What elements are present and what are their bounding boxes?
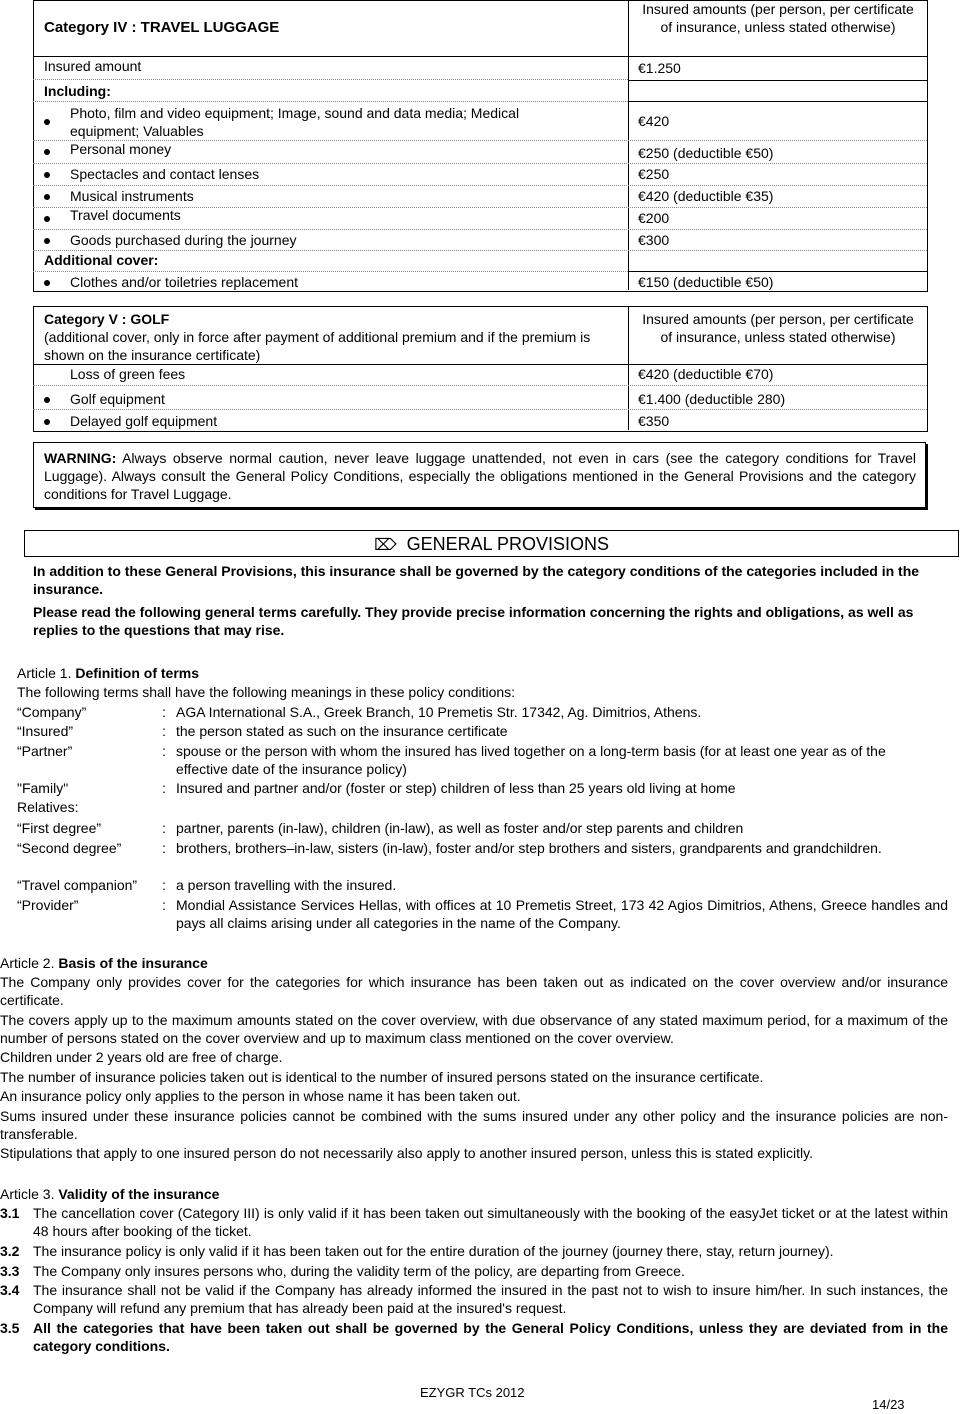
term: “First degree” <box>17 820 102 836</box>
list-item-value: €300 <box>638 232 670 248</box>
paragraph: The covers apply up to the maximum amounts stated on the cover overview, with due observance of any stated maximum period, for a maximum of the number of persons stated on the cover overview and up to maximum class mentioned on the cover overview. <box>0 1012 948 1046</box>
list-item: Clothes and/or toiletries replacement <box>70 274 299 290</box>
category-iv-amount-header: Insured amounts (per person, per certificate of insurance, unless stated otherwise) <box>642 1 914 35</box>
list-item-value: €420 (deductible €35) <box>638 188 774 204</box>
definition: the person stated as such on the insurance certificate <box>176 723 508 739</box>
warning-label: WARNING: <box>44 450 117 466</box>
article-1-heading: Article 1. Definition of terms <box>17 665 200 681</box>
insured-amount-value: €1.250 <box>638 60 681 76</box>
list-item: The insurance policy is only valid if it has been taken out for the entire duration of the journey (journey there, stay, return journey). <box>33 1243 834 1259</box>
list-item: Musical instruments <box>70 188 194 204</box>
category-v-amount-header: Insured amounts (per person, per certificate of insurance, unless stated otherwise) <box>642 311 914 345</box>
term: “Second degree” <box>17 840 122 856</box>
definition: brothers, brothers–in-law, sisters (in-law), foster and/or step brothers and sisters, grandparents and grandchildren. <box>176 840 882 856</box>
list-item: Photo, film and video equipment; Image, sound and data media; Medical equipment; Valuables <box>70 105 520 139</box>
table-row-value: €350 <box>638 413 670 429</box>
table-row-value: €1.400 (deductible 280) <box>638 391 786 407</box>
category-iv-title: Category IV : TRAVEL LUGGAGE <box>44 19 280 36</box>
definition: AGA International S.A., Greek Branch, 10 Premetis Str. 17342, Ag. Dimitrios, Athens. <box>176 704 702 720</box>
list-item: All the categories that have been taken out shall be governed by the General Policy Conditions, unless they are deviated from in the category conditions. <box>33 1320 948 1354</box>
relatives-label: Relatives: <box>17 799 79 815</box>
table-row: Delayed golf equipment <box>70 413 218 429</box>
policy-document-page: Category IV : TRAVEL LUGGAGE Insured amounts (per person, per certificate of insurance, unless stated otherwise) Insured amount €1.250 Including: Photo, film and video equipment; Image, sound and data media; Medical equipment; Valuables €420 Personal money €250 (deductible €50) Spectacles and contact lenses €250 Musical instruments €420 (deductible €35) Travel documents €200 Goods purchased during the journey €300 Additional cover: Clothes and/or toiletries replacement €150 (deductible €50) Category V : GOLF (additional cover, only in force after payment of additional premium and if the premium is shown on the insurance certificate) Insured amounts (per person, per certificate of insurance, unless stated otherwise) Loss of green fees €420 (deductible €70) Golf equipment €1.400 (deductible 280) Delayed golf equipment €350 WARNING: Always observe normal caution, never leave luggage unattended, not even in cars (see the category conditions for Travel Luggage). Always consult the General Policy Conditions, especially the obligations mentioned in the General Provisions and the category conditions for Travel Luggage. ⌦ GENERAL PROVISIONS In addition to these General Provisions, this insurance shall be governed by the category conditions of the categories included in the insurance. Please read the following general terms carefully. They provide precise information concerning the rights and obligations, as well as replies to the questions that may rise. Article 1. Definition of terms The following terms shall have the following meanings in these policy conditions: “Company” : AGA International S.A., Greek Branch, 10 Premetis Str. 17342, Ag. Dimitrios, Athens. “Insured” : the person stated as such on the insurance certificate “Partner” : spouse or the person with whom the insured has lived together on a long-term basis (for at least one year as of the effective date of the insurance policy) "Family" : Insured and partner and/or (foster or step) children of less than 25 years old living at home Relatives: “First degree” : partner, parents (in-law), children (in-law), as well as foster and/or step parents and children “Second degree” : brothers, brothers–in-law, sisters (in-law), foster and/or step brothers and sisters, grandparents and grandchildren. “Travel companion” : a person travelling with the insured. “Provider” : Mondial Assistance Services Hellas, with offices at 10 Premetis Street, 173 42 Agios Dimitrios, Athens, Greece handles and pays all claims arising under all categories in the name of the Company. Article 2. Basis of the insurance The Company only provides cover for the categories for which insurance has been taken out as indicated on the cover overview and/or insurance certificate. The covers apply up to the maximum amounts stated on the cover overview, with due observance of any stated maximum period, for a maximum of the number of persons stated on the cover overview and up to maximum class mentioned on the cover overview. Children under 2 years old are free of charge. The number of insurance policies taken out is identical to the number of insured persons stated on the insurance certificate. An insurance policy only applies to the person in whose name it has been taken out. Sums insured under these insurance policies cannot be combined with the sums insured under any other policy and the insurance policies are non-transferable. Stipulations that apply to one insured person do not necessarily also apply to another insured person, unless this is stated explicitly. Article 3. Validity of the insurance 3.1 The cancellation cover (Category III) is only valid if it has been taken out simultaneously with the booking of the easyJet ticket or at the latest within 48 hours after booking of the ticket. 3.2 The insurance policy is only valid if it has been taken out for the entire duration of the journey (journey there, stay, return journey). 3.3 The Company only insures persons who, during the validity term of the policy, are departing from Greece. 3.4 The insurance shall not be valid if the Company has already informed the insured in the past not to wish to insure him/her. In such instances, the Company will refund any premium that has already been paid at the insured's request. 3.5 All the categories that have been taken out shall be governed by the General Policy Conditions, unless they are deviated from in the category conditions. EZYGR TCs 2012 14/23 <box>0 0 960 1412</box>
definition: partner, parents (in-law), children (in-law), as well as foster and/or step parents and children <box>176 820 744 836</box>
item-number: 3.5 <box>0 1320 20 1336</box>
list-item: Spectacles and contact lenses <box>70 166 260 182</box>
table-row: Loss of green fees <box>70 366 186 382</box>
list-item: The insurance shall not be valid if the Company has already informed the insured in the past not to wish to insure him/her. In such instances, the Company will refund any premium that has already been paid at the insured's request. <box>33 1282 948 1316</box>
list-item-value: €200 <box>638 210 670 226</box>
article-1-intro: The following terms shall have the following meanings in these policy conditions: <box>17 684 516 700</box>
page-number: 14/23 <box>872 1397 905 1412</box>
category-v-title: Category V : GOLF <box>44 311 170 327</box>
definition: spouse or the person with whom the insured has lived together on a long-term basis (for at least one year as of the effective date of the insurance policy) <box>176 743 886 777</box>
list-item: Goods purchased during the journey <box>70 232 297 248</box>
item-number: 3.2 <box>0 1243 20 1259</box>
additional-cover-label: Additional cover: <box>44 252 159 268</box>
list-item: The Company only insures persons who, during the validity term of the policy, are departing from Greece. <box>33 1263 685 1279</box>
general-intro-1: In addition to these General Provisions, this insurance shall be governed by the category conditions of the categories included in the insurance. <box>33 563 920 597</box>
item-number: 3.4 <box>0 1282 20 1298</box>
list-item: Personal money <box>70 141 172 157</box>
paragraph: Sums insured under these insurance policies cannot be combined with the sums insured under any other policy and the insurance policies are non-transferable. <box>0 1108 948 1142</box>
list-item-value: €250 <box>638 166 670 182</box>
definition: a person travelling with the insured. <box>176 877 397 893</box>
list-item-value: €420 <box>638 113 670 129</box>
paragraph: Children under 2 years old are free of charge. <box>0 1049 283 1065</box>
term: "Family" <box>17 780 69 796</box>
article-2-heading: Article 2. Basis of the insurance <box>0 955 208 971</box>
article-3-heading: Article 3. Validity of the insurance <box>0 1186 220 1202</box>
paragraph: The Company only provides cover for the categories for which insurance has been taken out as indicated on the cover overview and/or insurance certificate. <box>0 974 948 1008</box>
item-number: 3.1 <box>0 1205 20 1221</box>
table-row-value: €420 (deductible €70) <box>638 366 774 382</box>
general-provisions-header <box>24 530 959 557</box>
list-item: Travel documents <box>70 207 181 223</box>
paragraph: An insurance policy only applies to the person in whose name it has been taken out. <box>0 1088 521 1104</box>
general-intro-2: Please read the following general terms carefully. They provide precise information concerning the rights and obligations, as well as replies to the questions that may rise. <box>33 604 914 638</box>
term: “Insured” <box>17 723 74 739</box>
section-heading: GENERAL PROVISIONS <box>406 534 609 554</box>
definition: Mondial Assistance Services Hellas, with offices at 10 Premetis Street, 173 42 Agios Dimitrios, Athens, Greece handles and pays all claims arising under all categories in the name of the Company. <box>176 897 948 931</box>
paragraph: Stipulations that apply to one insured person do not necessarily also apply to another insured person, unless this is stated explicitly. <box>0 1145 813 1161</box>
category-v-subtitle: (additional cover, only in force after payment of additional premium and if the premium is shown on the insurance certificate) <box>44 329 591 363</box>
table-row: Golf equipment <box>70 391 165 407</box>
list-item-value: €150 (deductible €50) <box>638 274 774 290</box>
pointer-icon: ⌦ <box>373 535 397 554</box>
list-item: The cancellation cover (Category III) is only valid if it has been taken out simultaneously with the booking of the easyJet ticket or at the latest within 48 hours after booking of the ticket. <box>33 1205 948 1239</box>
insured-amount-label: Insured amount <box>44 58 142 74</box>
warning-box <box>33 442 926 508</box>
term: “Company” <box>17 704 87 720</box>
warning-text: Always observe normal caution, never leave luggage unattended, not even in cars (see the category conditions for Travel Luggage). Always consult the General Policy Conditions, especially the obligations mentioned in the General Provisions and the category conditions for Travel Luggage. <box>44 450 916 502</box>
term: “Partner” <box>17 743 73 759</box>
term: “Provider” <box>17 897 79 913</box>
list-item-value: €250 (deductible €50) <box>638 145 774 161</box>
item-number: 3.3 <box>0 1263 20 1279</box>
footer-doc-code: EZYGR TCs 2012 <box>420 1385 525 1400</box>
definition: Insured and partner and/or (foster or step) children of less than 25 years old living at home <box>176 780 736 796</box>
including-label: Including: <box>44 83 111 99</box>
term: “Travel companion” <box>17 877 138 893</box>
paragraph: The number of insurance policies taken out is identical to the number of insured persons stated on the insurance certificate. <box>0 1069 764 1085</box>
